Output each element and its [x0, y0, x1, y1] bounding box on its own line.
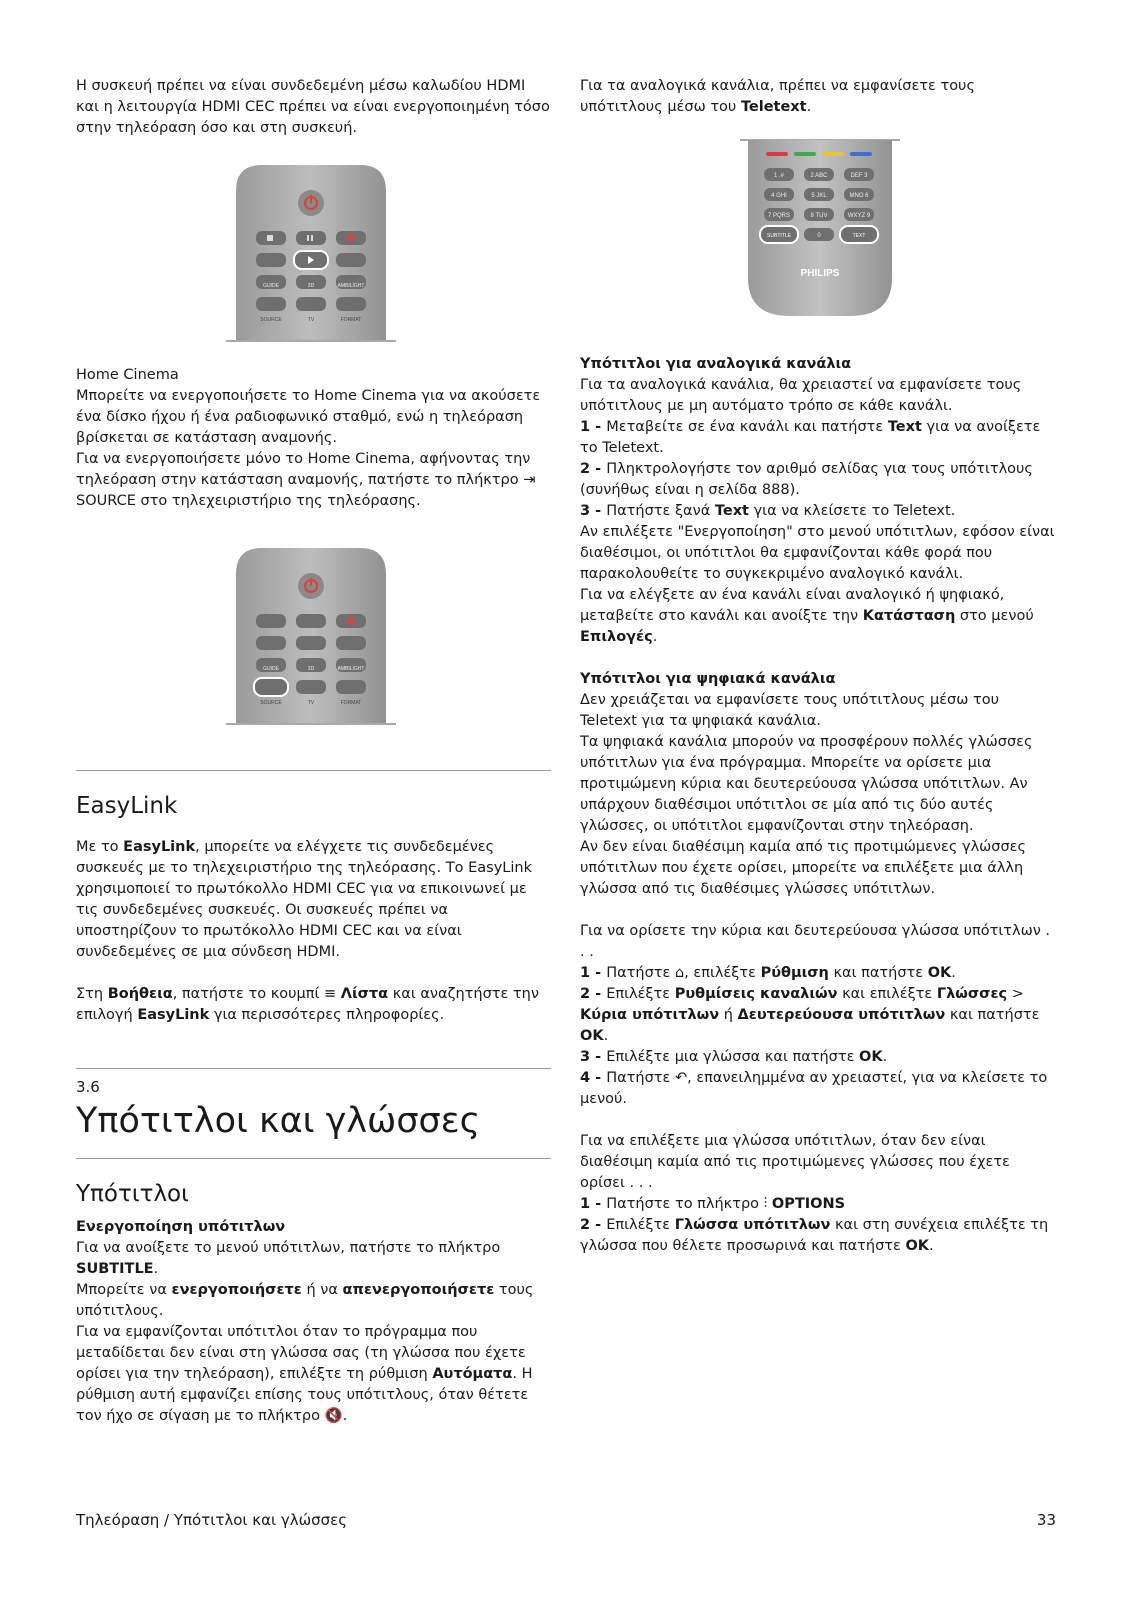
page-number: 33 — [1036, 1511, 1056, 1529]
digital-paragraph-4: Για να ορίσετε την κύρια και δευτερεύουσα γλώσσα υπότιτλων . . . — [580, 923, 1051, 960]
options-step-1: 1 - Πατήστε το πλήκτρο ⫶ OPTIONS — [580, 1196, 846, 1212]
key-8: 8 TUV — [810, 213, 828, 219]
mute-icon: 🔇 — [324, 1408, 343, 1424]
svg-text:GUIDE: GUIDE — [263, 283, 279, 289]
chapter-number: 3.6 — [76, 1078, 100, 1096]
digital-heading: Υπότιτλοι για ψηφιακά κανάλια — [580, 671, 836, 687]
key-0: 0 — [817, 233, 821, 239]
home-cinema-heading: Home Cinema — [76, 367, 179, 383]
home-cinema-paragraph-1: Μπορείτε να ενεργοποιήσετε το Home Cinema για να ακούσετε ένα δίσκο ήχου ή ένα ραδιοφωνικό σταθμό, ενώ η τηλεόραση βρίσκεται σε κατάσταση αναμονής. — [76, 388, 541, 446]
easylink-paragraph-1: Με το EasyLink, μπορείτε να ελέγχετε τις συνδεδεμένες συσκευές με το τηλεχειριστήριο της τηλεόρασης. Το EasyLink χρησιμοποιεί το πρωτόκολλο HDMI CEC για να επικοινωνεί με τις συνδεδεμένες συσκευές. Οι συσκευές πρέπει να υποστηρίζουν το πρωτόκολλο HDMI CEC και να είναι συνδεδεμένες σε μια σύνδεση HDMI. — [76, 839, 532, 960]
key-9: WXYZ 9 — [847, 213, 871, 219]
home-cinema-paragraph-2: Για να ενεργοποιήσετε μόνο το Home Cinema, αφήνοντας την τηλεόραση στην κατάσταση αναμονής, πατήστε το πλήκτρο ⇥ SOURCE στο τηλεχειριστήριο της τηλεόρασης. — [76, 451, 536, 509]
left-column — [76, 76, 551, 1427]
right-column — [580, 76, 1055, 1257]
analog-step-3: 3 - Πατήστε ξανά Text για να κλείσετε το Teletext. — [580, 503, 956, 519]
footer-breadcrumb: Τηλεόραση / Υπότιτλοι και γλώσσες — [76, 1511, 348, 1529]
text-key-label: TEXT — [852, 233, 866, 239]
options-icon: ⫶ — [763, 1196, 772, 1212]
svg-text:SOURCE: SOURCE — [260, 317, 282, 323]
easylink-paragraph-2: Στη Βοήθεια, πατήστε το κουμπί ≡ Λίστα και αναζητήστε την επιλογή EasyLink για περισσότερες πληροφορίες. — [76, 986, 539, 1023]
subtitles-paragraph-2: Μπορείτε να ενεργοποιήσετε ή να απενεργοποιήσετε τους υπότιτλους. — [76, 1282, 534, 1319]
svg-text:3D: 3D — [307, 283, 315, 289]
source-icon: ⇥ — [523, 472, 536, 488]
svg-text:TV: TV — [307, 317, 315, 323]
digital-step-2: 2 - Επιλέξτε Ρυθμίσεις καναλιών και επιλέξτε Γλώσσες > Κύρια υπότιτλων ή Δευτερεύουσα υπότιτλων και πατήστε OK. — [580, 986, 1040, 1044]
key-7: 7 PQRS — [767, 213, 791, 219]
divider — [76, 1068, 551, 1069]
remote-image-1 — [76, 151, 551, 347]
digital-paragraph-2: Τα ψηφιακά κανάλια μπορούν να προσφέρουν πολλές γλώσσες υπότιτλων για ένα πρόγραμμα. Μπορείτε να ορίσετε μια προτιμώμενη κύρια και δευτερεύουσα γλώσσα υπότιτλων. Αν υπάρχουν διαθέσιμοι υπότιτλοι σε μία από τις δύο αυτές γλώσσες, οι υπότιτλοι εμφανίζονται στην τηλεόραση. — [580, 734, 1033, 834]
digital-step-3: 3 - Επιλέξτε μια γλώσσα και πατήστε OK. — [580, 1049, 888, 1065]
digital-paragraph-3: Αν δεν είναι διαθέσιμη καμία από τις προτιμώμενες γλώσσες υπότιτλων που έχετε ορίσει, μπορείτε να επιλέξετε μια άλλη γλώσσα από τις διαθέσιμες γλώσσες υπότιτλων. — [580, 839, 1027, 897]
svg-text:AMBILIGHT: AMBILIGHT — [337, 666, 365, 672]
analog-paragraph-1: Για τα αναλογικά κανάλια, θα χρειαστεί να εμφανίσετε τους υπότιτλους με μη αυτόματο τρόπο σε κάθε κανάλι. — [580, 377, 1022, 414]
key-6: MNO 6 — [849, 193, 869, 199]
digital-paragraph-1: Δεν χρειάζεται να εμφανίσετε τους υπότιτλους μέσω του Teletext για τα ψηφιακά κανάλια. — [580, 692, 999, 729]
subtitles-paragraph-3: Για να εμφανίζονται υπότιτλοι όταν το πρόγραμμα που μεταδίδεται δεν είναι στη γλώσσα σας (τη γλώσσα που έχετε ορίσει για την τηλεόραση), επιλέξτε τη ρύθμιση Αυτόματα. Η ρύθμιση αυτή εμφανίζει επίσης τους υπότιτλους, όταν θέτετε τον ήχο σε σίγαση με το πλήκτρο 🔇. — [76, 1324, 533, 1424]
chapter-title: Υπότιτλοι και γλώσσες — [76, 1101, 481, 1141]
analog-step-2: 2 - Πληκτρολογήστε τον αριθμό σελίδας για τους υπότιτλους (συνήθως είναι η σελίδα 888). — [580, 461, 1033, 498]
teletext-intro: Για τα αναλογικά κανάλια, πρέπει να εμφανίσετε τους υπότιτλους μέσω του Teletext. — [580, 78, 975, 115]
subtitles-paragraph-1: Για να ανοίξετε το μενού υπότιτλων, πατήστε το πλήκτρο SUBTITLE. — [76, 1240, 501, 1277]
page-footer — [76, 1510, 1056, 1531]
home-icon: ⌂ — [674, 965, 685, 981]
digital-step-4: 4 - Πατήστε ↶, επανειλημμένα αν χρειαστεί, για να κλείσετε το μενού. — [580, 1070, 1048, 1107]
remote-image-2 — [76, 534, 551, 730]
key-3: DEF 3 — [850, 173, 868, 179]
analog-step-1: 1 - Μεταβείτε σε ένα κανάλι και πατήστε Text για να ανοίξετε το Teletext. — [580, 419, 1041, 456]
subtitles-subheading: Ενεργοποίηση υπότιτλων — [76, 1219, 286, 1235]
svg-text:FORMAT: FORMAT — [340, 317, 362, 323]
analog-paragraph-2: Αν επιλέξετε "Ενεργοποίηση" στο μενού υπότιτλων, εφόσον είναι διαθέσιμοι, οι υπότιτλοι θα εμφανίζονται κάθε φορά που παρακολουθείτε το συγκεκριμένο αναλογικό κανάλι. — [580, 524, 1055, 582]
key-5: 5 JKL — [811, 193, 827, 199]
analog-heading: Υπότιτλοι για αναλογικά κανάλια — [580, 356, 852, 372]
philips-logo: PHILIPS — [800, 268, 840, 279]
list-icon: ≡ — [323, 986, 341, 1002]
options-step-2: 2 - Επιλέξτε Γλώσσα υπότιτλων και στη συνέχεια επιλέξτε τη γλώσσα που θέλετε προσωρινά και πατήστε OK. — [580, 1217, 1049, 1254]
easylink-heading: EasyLink — [76, 793, 178, 819]
key-1: 1 .# — [773, 173, 785, 179]
key-4: 4 GHI — [771, 193, 787, 199]
svg-text:GUIDE: GUIDE — [263, 666, 279, 672]
svg-text:3D: 3D — [307, 666, 315, 672]
svg-text:FORMAT: FORMAT — [340, 700, 362, 706]
remote-image-3 — [580, 138, 1055, 338]
back-icon: ↶ — [674, 1070, 688, 1086]
divider — [76, 1158, 551, 1159]
divider — [76, 770, 551, 771]
key-2: 2 ABC — [810, 173, 828, 179]
svg-text:AMBILIGHT: AMBILIGHT — [337, 283, 365, 289]
svg-text:SOURCE: SOURCE — [260, 700, 282, 706]
analog-paragraph-3: Για να ελέγξετε αν ένα κανάλι είναι αναλογικό ή ψηφιακό, μεταβείτε στο κανάλι και ανοίξτε την Κατάσταση στο μενού Επιλογές. — [580, 587, 1034, 645]
digital-paragraph-5: Για να επιλέξετε μια γλώσσα υπότιτλων, όταν δεν είναι διαθέσιμη καμία από τις προτιμώμενες γλώσσες που έχετε ορίσει . . . — [580, 1133, 1010, 1191]
intro-text: Η συσκευή πρέπει να είναι συνδεδεμένη μέσω καλωδίου HDMI και η λειτουργία HDMI CEC πρέπει να είναι ενεργοποιημένη τόσο στην τηλεόραση όσο και στη συσκευή. — [76, 78, 550, 136]
digital-step-1: 1 - Πατήστε ⌂, επιλέξτε Ρύθμιση και πατήστε OK. — [580, 965, 956, 981]
svg-text:TV: TV — [307, 700, 315, 706]
subtitles-heading: Υπότιτλοι — [76, 1181, 189, 1207]
subtitle-key-label: SUBTITLE — [767, 233, 791, 239]
